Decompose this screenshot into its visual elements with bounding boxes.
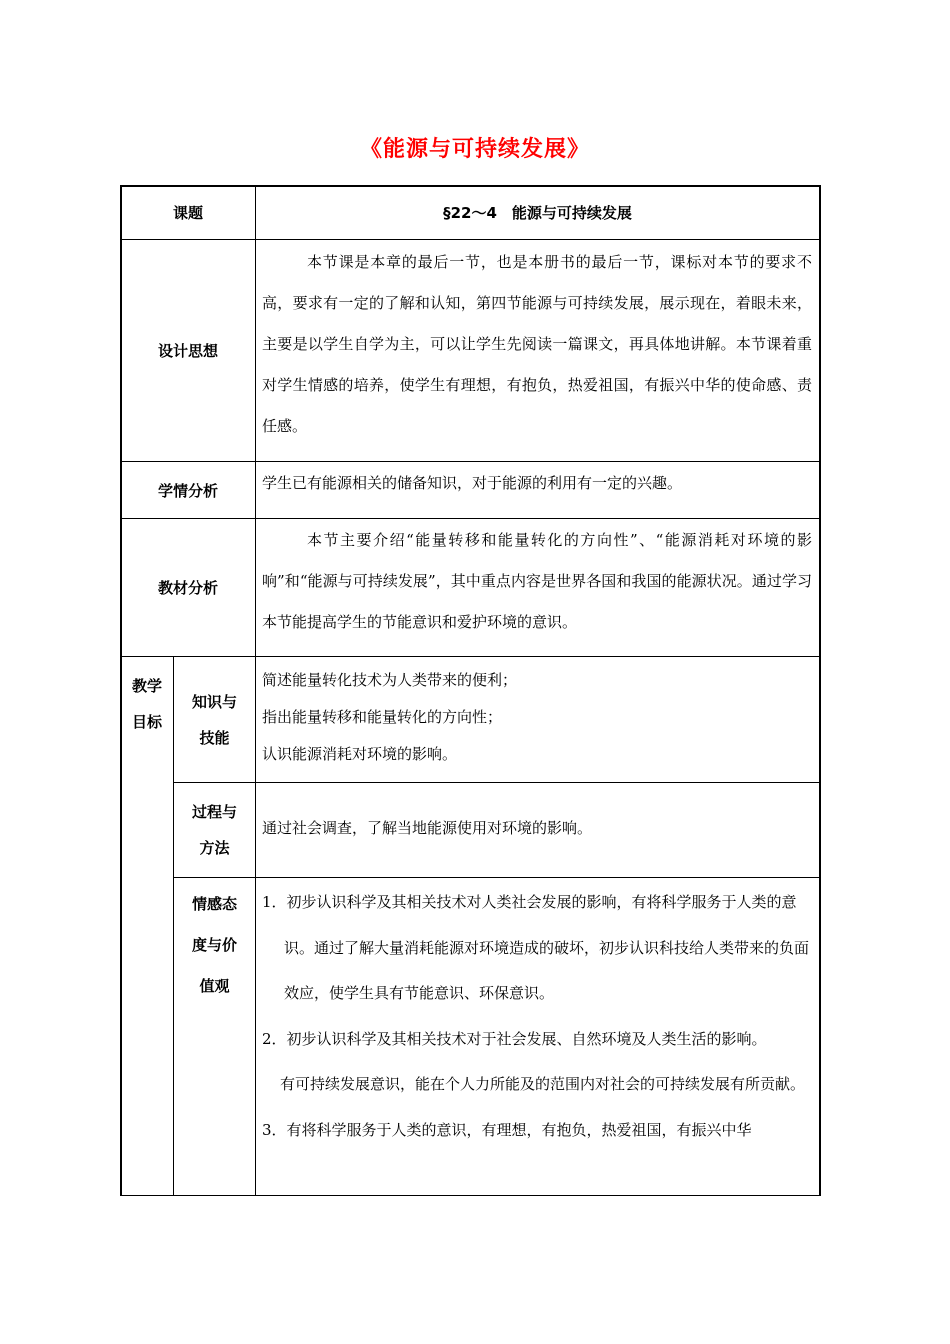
attitude-item-2: 2．初步认识科学及其相关技术对于社会发展、自然环境及人类生活的影响。 <box>262 1029 767 1048</box>
attitude-label <box>174 884 255 1004</box>
knowledge-item: 认识能源消耗对环境的影响。 <box>262 745 458 763</box>
document-title: 《能源与可持续发展》 <box>359 137 590 162</box>
knowledge-list <box>262 662 812 780</box>
design-text: 本节课是本章的最后一节，也是本册书的最后一节，课标对本节的要求不高，要求有一定的了解和认知，第四节能源与可持续发展，展示现在，着眼未来，主要是以学生自学为主，可以让学生先阅读一篇课文，再具体地讲解。本节课着重对学生情感的培养，使学生有理想，有抱负，热爱祖国，有振兴中华的使命感、责任感。 <box>262 253 812 435</box>
attitude-label-text: 情感态度与价值观 <box>191 895 237 995</box>
attitude-list <box>262 880 812 1192</box>
knowledge-label-text: 知识与技能 <box>191 692 237 747</box>
attitude-item-1: 1．初步认识科学及其相关技术对人类社会发展的影响，有将科学服务于人类的意识。通过了解大量消耗能源对环境造成的破坏，初步认识科技给人类带来的负面效应，使学生具有节能意识、环保意识。 <box>262 893 810 1002</box>
students-label: 学情分析 <box>157 481 218 500</box>
goals-label <box>122 668 172 748</box>
goals-label-text: 教学目标 <box>131 677 162 731</box>
attitude-item-2b: 有可持续发展意识，能在个人力所能及的范围内对社会的可持续发展有所贡献。 <box>280 1075 806 1093</box>
process-text: 通过社会调查，了解当地能源使用对环境的影响。 <box>262 819 593 837</box>
design-label: 设计思想 <box>157 342 218 360</box>
attitude-item-3: 3．有将科学服务于人类的意识，有理想，有抱负，热爱祖国，有振兴中华 <box>262 1120 752 1139</box>
materials-text: 本节主要介绍“能量转移和能量转化的方向性”、“能源消耗对环境的影响”和“能源与可持续发展”，其中重点内容是世界各国和我国的能源状况。通过学习本节能提高学生的节能意识和爱护环境的意识。 <box>262 531 812 631</box>
knowledge-item: 指出能量转移和能量转化的方向性； <box>262 708 503 726</box>
knowledge-label <box>174 657 255 782</box>
process-label-text: 过程与方法 <box>191 803 237 857</box>
topic-label: 课题 <box>172 204 203 222</box>
materials-label: 教材分析 <box>157 579 218 597</box>
process-label <box>174 783 255 877</box>
students-text: 学生已有能源相关的储备知识，对于能源的利用有一定的兴趣。 <box>262 474 683 492</box>
knowledge-item: 简述能量转化技术为人类带来的便利； <box>262 671 518 689</box>
topic-value: §22～4 能源与可持续发展 <box>443 204 632 222</box>
